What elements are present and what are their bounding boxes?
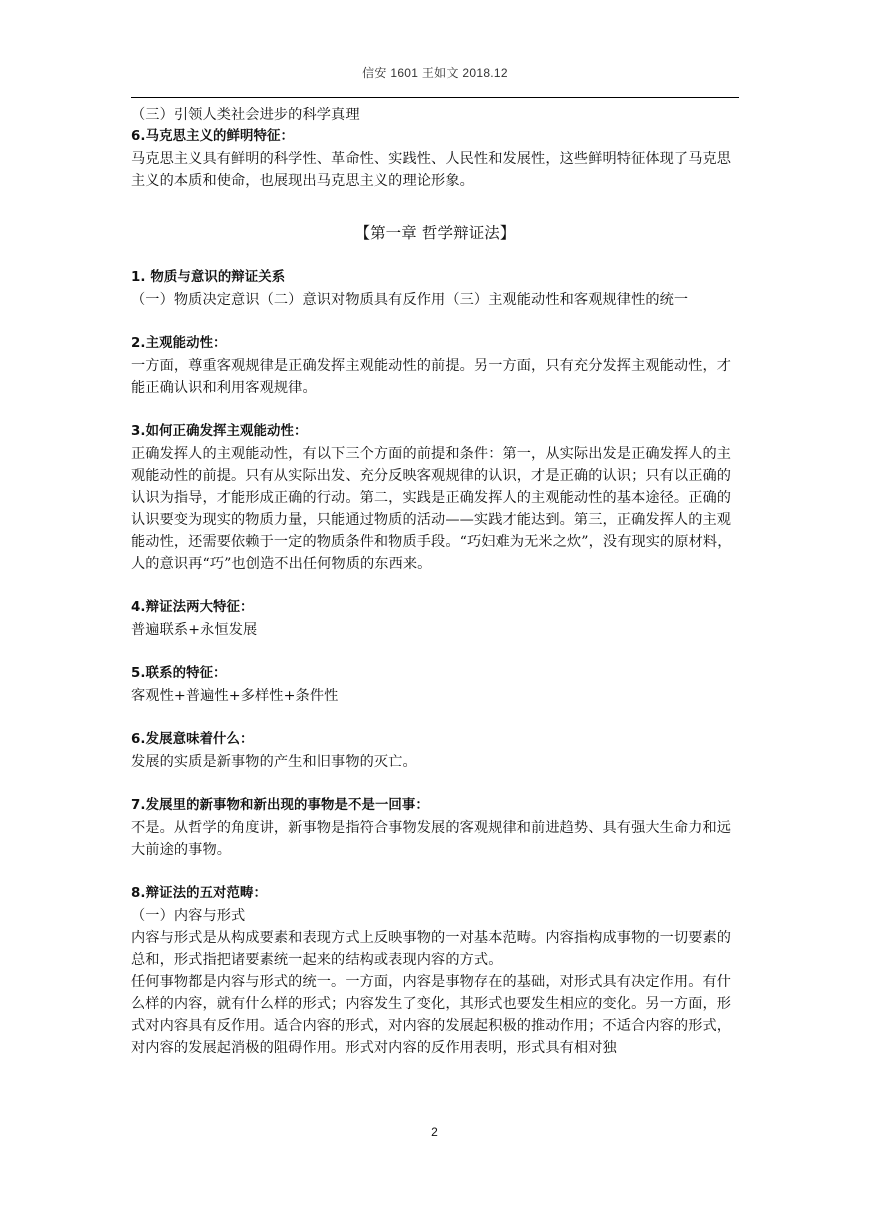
question-8-subtitle: （一）内容与形式 <box>131 908 246 924</box>
question-8-body-2: 任何事物都是内容与形式的统一。一方面，内容是事物存在的基础，对形式具有决定作用。有什么样的内容，就有什么样的形式；内容发生了变化，其形式也要发生相应的变化。另一方面，形式对内容具有反作用。适合内容的形式，对内容的发展起积极的推动作用；不适合内容的形式，对内容的发展起消极的阻碍作用。形式对内容的反作用表明，形式具有相对独 <box>131 974 732 1056</box>
chapter-title: 【第一章 哲学辩证法】 <box>354 224 516 242</box>
question-1-title: 1. 物质与意识的辩证关系 <box>131 270 286 285</box>
question-6-body: 发展的实质是新事物的产生和旧事物的灭亡。 <box>131 754 417 770</box>
question-2-body: 一方面，尊重客观规律是正确发挥主观能动性的前提。另一方面，只有充分发挥主观能动性，才能正确认识和利用客观规律。 <box>131 358 732 396</box>
document-body <box>131 104 739 1059</box>
question-8-title: 8.辩证法的五对范畴： <box>131 886 268 901</box>
question-5-title: 5.联系的特征： <box>131 666 227 681</box>
question-6-title: 6.发展意味着什么： <box>131 732 254 747</box>
question-3-title: 3.如何正确发挥主观能动性： <box>131 424 308 439</box>
question-3-body: 正确发挥人的主观能动性，有以下三个方面的前提和条件：第一，从实际出发是正确发挥人的主观能动性的前提。只有从实际出发、充分反映客观规律的认识，才是正确的认识；只有以正确的认识为指导，才能形成正确的行动。第二，实践是正确发挥人的主观能动性的基本途径。正确的认识要变为现实的物质力量，只能通过物质的活动——实践才能达到。第三，正确发挥人的主观能动性，还需要依赖于一定的物质条件和物质手段。“巧妇难为无米之炊”，没有现实的原材料，人的意识再“巧”也创造不出任何物质的东西来。 <box>131 446 732 572</box>
question-7-title: 7.发展里的新事物和新出现的事物是不是一回事： <box>131 798 429 813</box>
question-2-title: 2.主观能动性： <box>131 336 227 351</box>
question-8-body-1: 内容与形式是从构成要素和表现方式上反映事物的一对基本范畴。内容指构成事物的一切要素的总和，形式指把诸要素统一起来的结构或表现内容的方式。 <box>131 930 732 968</box>
page-header: 信安 1601 王如文 2018.12 <box>362 66 508 80</box>
question-5-body: 客观性+普遍性+多样性+条件性 <box>131 688 339 704</box>
section-6-body: 马克思主义具有鲜明的科学性、革命性、实践性、人民性和发展性，这些鲜明特征体现了马克思主义的本质和使命，也展现出马克思主义的理论形象。 <box>131 151 732 189</box>
section-6-title: 6.马克思主义的鲜明特征： <box>131 129 294 144</box>
subsection-line: （三）引领人类社会进步的科学真理 <box>131 107 360 123</box>
header-divider <box>131 97 739 98</box>
question-4-title: 4.辩证法两大特征： <box>131 600 254 615</box>
question-4-body: 普遍联系+永恒发展 <box>131 622 258 638</box>
page-number: 2 <box>431 1125 438 1139</box>
question-1-body: （一）物质决定意识（二）意识对物质具有反作用（三）主观能动性和客观规律性的统一 <box>131 292 689 308</box>
question-7-body: 不是。从哲学的角度讲，新事物是指符合事物发展的客观规律和前进趋势、具有强大生命力和远大前途的事物。 <box>131 820 732 858</box>
